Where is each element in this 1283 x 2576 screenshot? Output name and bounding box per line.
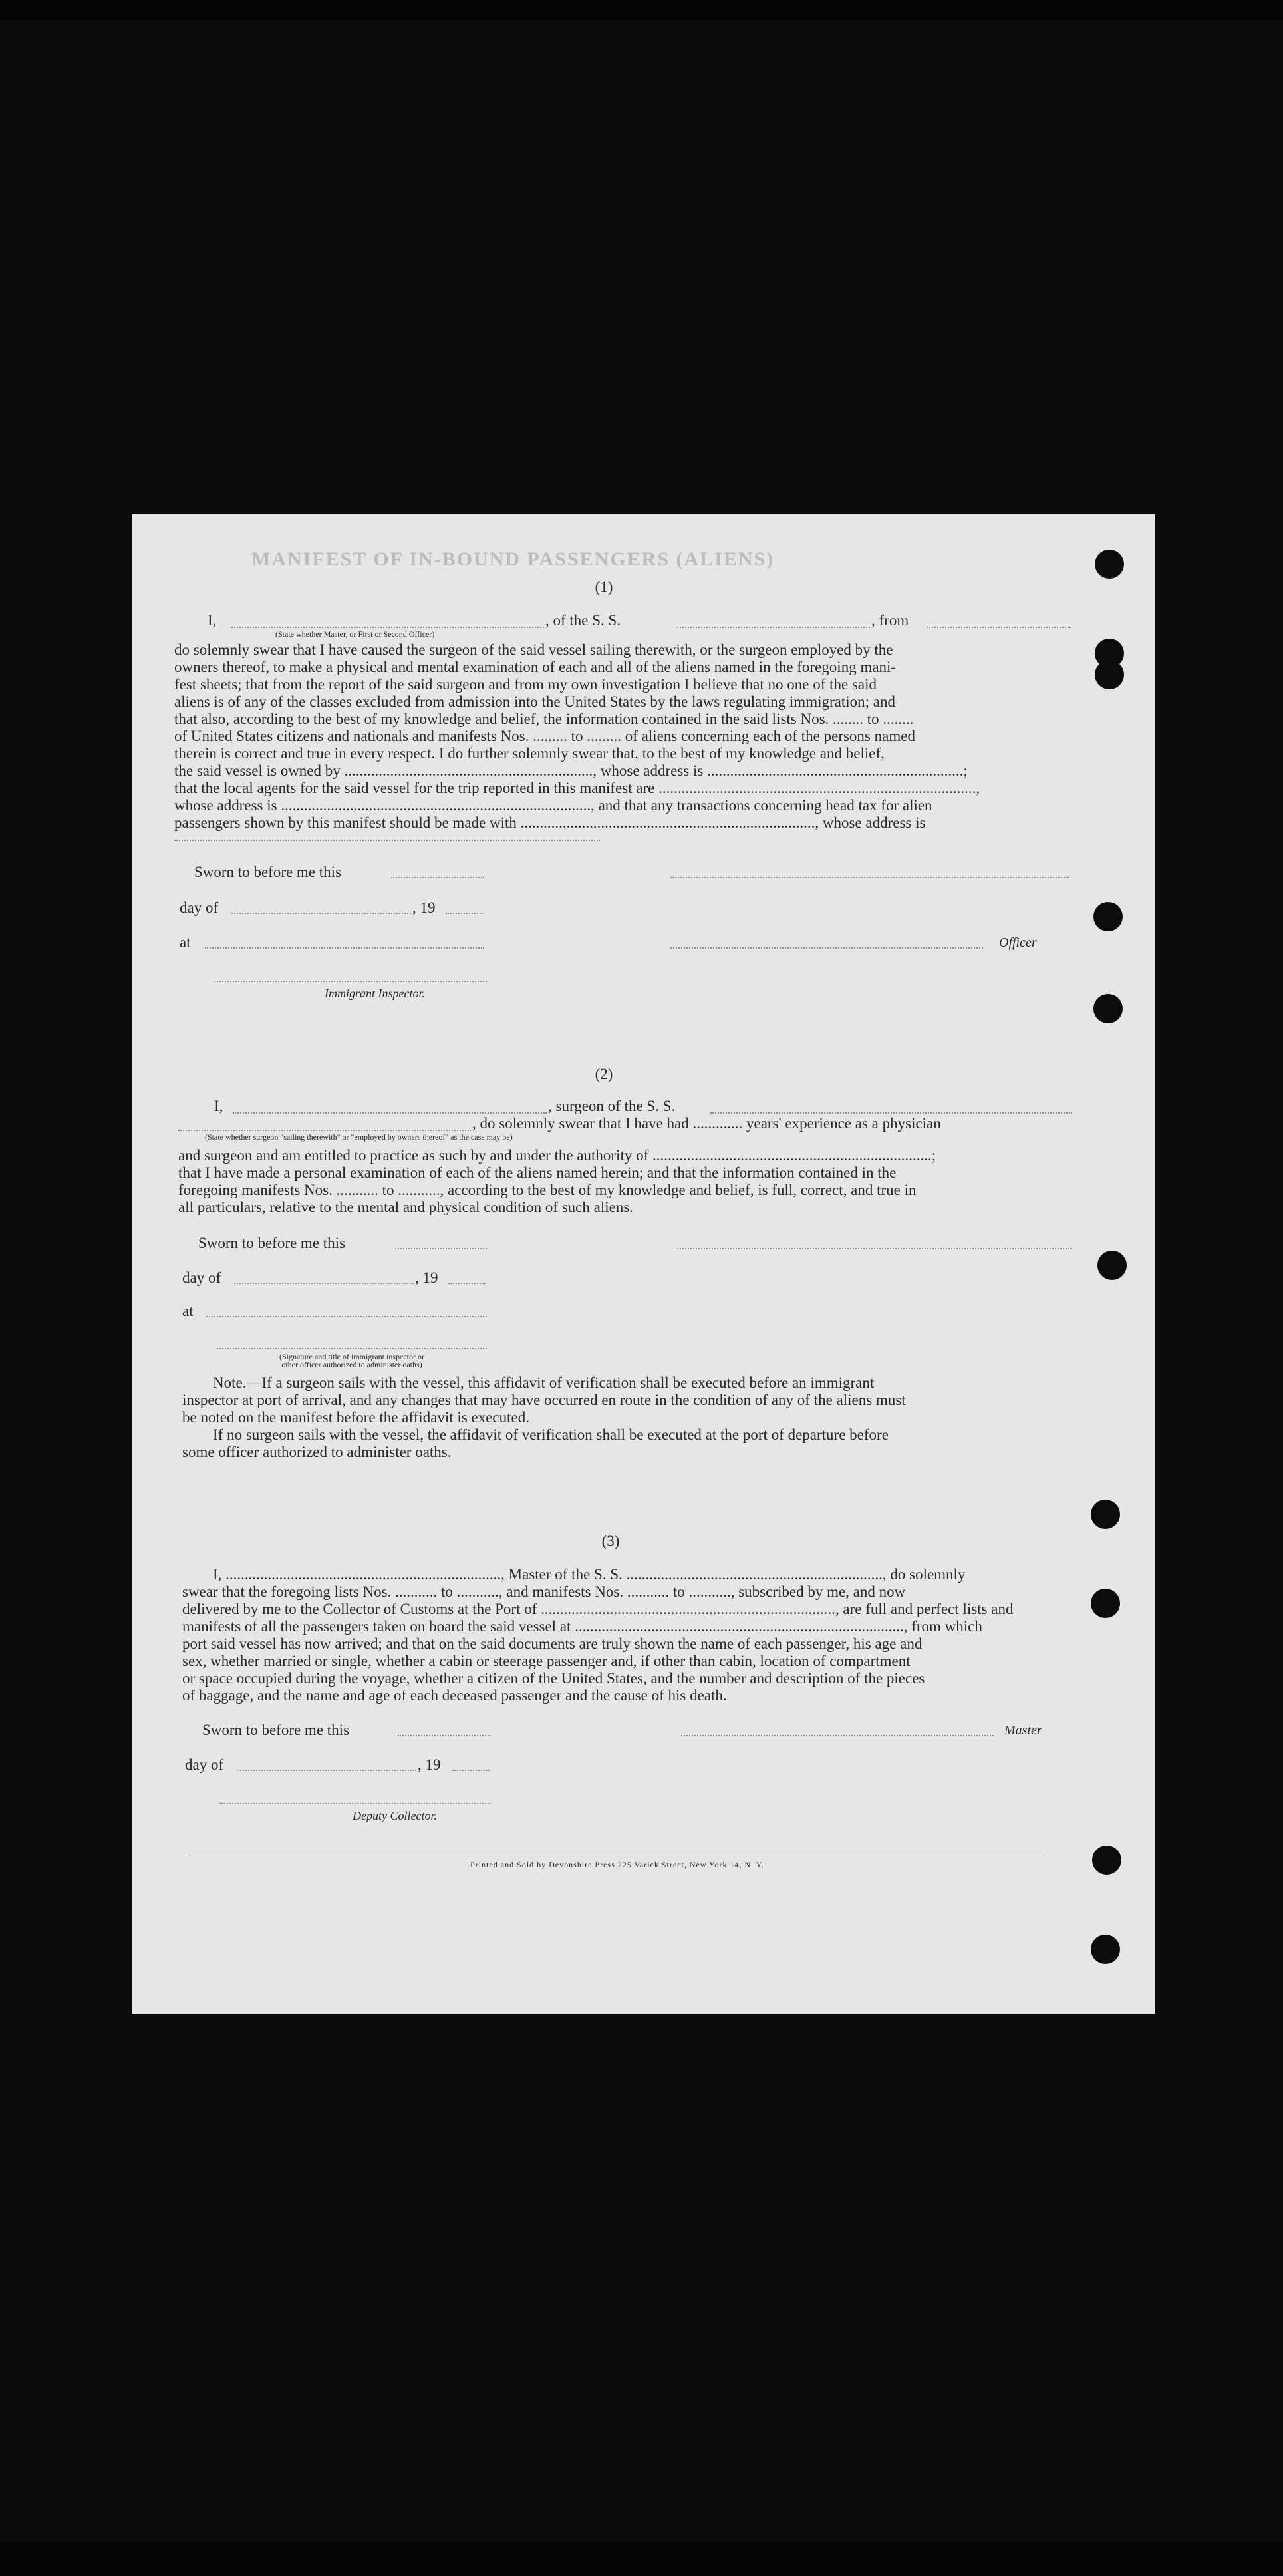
section-3-year: , 19 [418,1756,441,1773]
sworn-date-blank [395,1248,487,1249]
oath-line: manifests of all the passengers taken on board the said vessel at ......................................................................................, from which [182,1618,982,1635]
oath-line: the said vessel is owned by ................................................................., whose address is ...................................................................; [174,762,968,779]
note-line: some officer authorized to administer oaths. [182,1444,452,1460]
section-3-master: Master [1004,1723,1042,1738]
section-1-number: (1) [595,579,613,595]
oath-line: therein is correct and true in every respect. I do further solemnly swear that, to the best of my knowledge and belief, [174,745,885,762]
collector-signature-blank [219,1803,491,1804]
surgeon-status-blank [178,1130,471,1131]
punch-hole [1091,1935,1120,1964]
surgeon-vessel-blank [710,1112,1072,1114]
section-1-at: at [180,934,191,951]
oath-line: foregoing manifests Nos. ........... to ..........., according to the best of my knowledge and belief, is full, correct, and true in [178,1182,917,1198]
section-1-inspector: Immigrant Inspector. [325,987,425,1000]
note-line: inspector at port of arrival, and any changes that may have occurred en route in the condition of any of the aliens must [182,1392,906,1408]
note-line: If no surgeon sails with the vessel, the affidavit of verification shall be executed at the port of departure before [213,1426,889,1443]
oath-line: and surgeon and am entitled to practice as such by and under the authority of .........................................................................; [178,1147,936,1164]
year-blank [452,1770,490,1771]
section-1-year: , 19 [412,899,436,916]
section-1-of-ss: , of the S. S. [545,612,621,629]
section-2-number: (2) [595,1066,613,1082]
scan-top-band [0,0,1283,20]
section-3-day-of: day of [185,1756,224,1773]
printer-imprint: Printed and Sold by Devonshire Press 225 Varick Street, New York 14, N. Y. [470,1860,764,1869]
oath-line: of United States citizens and nationals and manifests Nos. ......... to ......... of aliens concerning each of the persons named [174,728,915,744]
scan-bottom-band [0,2541,1283,2576]
oath-line: whose address is ................................................................................., and that any transactions concerning head tax for alien [174,797,932,814]
oath-line: sex, whether married or single, whether a cabin or steerage passenger and, if other than cabin, location of compartment [182,1653,911,1669]
section-2-line-2: , do solemnly swear that I have had ............. years' experience as a physician [472,1115,941,1132]
vessel-name-blank [677,627,870,628]
oath-line: that also, according to the best of my knowledge and belief, the information contained in the said lists Nos. ........ to ........ [174,711,914,727]
section-3-collector: Deputy Collector. [353,1809,437,1822]
section-1-oath-paragraph [174,641,1072,832]
section-2-note [182,1374,1073,1461]
punch-hole [1091,1589,1120,1618]
oath-line: of baggage, and the name and age of each deceased passenger and the cause of his death. [182,1687,727,1704]
bleed-through-header: MANIFEST OF IN-BOUND PASSENGERS (ALIENS) [251,548,775,570]
master-name-blank [231,627,544,628]
month-blank [238,1770,416,1771]
section-3-sworn: Sworn to before me this [202,1722,350,1738]
section-1-from: , from [871,612,909,629]
sworn-date-blank [398,1735,491,1736]
officer-title-blank [670,947,983,949]
oath-line: all particulars, relative to the mental and physical condition of such aliens. [178,1199,634,1215]
oath-line: port said vessel has now arrived; and that on the said documents are truly shown the name of each passenger, his age and [182,1635,923,1652]
place-blank [205,947,484,949]
inspector-signature-blank [217,1348,487,1349]
month-blank [231,913,411,914]
year-blank [446,913,483,914]
note-line: Note.—If a surgeon sails with the vessel, this affidavit of verification shall be executed before an immigrant [213,1374,875,1391]
punch-hole [1095,550,1124,579]
manifest-page [132,514,1155,2014]
oath-line: that I have made a personal examination of each of the aliens named herein; and that the information contained in the [178,1164,897,1181]
section-1-day-of: day of [180,899,219,916]
section-2-sig-caption-2: other officer authorized to administer oaths) [281,1360,422,1369]
oath-line: fest sheets; that from the report of the said surgeon and from my own investigation I believe that no one of the said [174,676,877,693]
oath-line: passengers shown by this manifest should be made with ............................................................................., whose address is [174,814,926,831]
sworn-date-blank [391,877,484,878]
section-3-oath-paragraph [182,1566,1075,1704]
oath-line: do solemnly swear that I have caused the surgeon of the said vessel sailing therewith, or the surgeon employed by the [174,641,893,658]
section-2-at: at [182,1303,194,1319]
oath-line: swear that the foregoing lists Nos. ........... to ..........., and manifests Nos. ........... to ..........., subscribed by me, and now [182,1583,906,1600]
oath-line: or space occupied during the voyage, whether a citizen of the United States, and the number and description of the pieces [182,1670,925,1687]
section-1-line-i: I, [208,612,217,629]
month-blank [234,1283,414,1284]
section-2-day-of: day of [182,1269,221,1286]
place-blank [206,1316,487,1317]
section-2-oath-paragraph [178,1147,1073,1216]
section-1-sworn: Sworn to before me this [194,864,342,880]
oath-line: owners thereof, to make a physical and mental examination of each and all of the aliens named in the foregoing mani- [174,659,897,675]
punch-hole [1097,1251,1127,1280]
section-1-officer: Officer [999,935,1037,950]
punch-hole [1095,660,1124,689]
section-2-year: , 19 [415,1269,438,1286]
punch-hole [1093,994,1123,1023]
section-2-sig-caption-1: (Signature and title of immigrant inspector or [279,1352,424,1361]
officer-signature-blank [670,877,1069,878]
oath-line: that the local agents for the said vessel for the trip reported in this manifest are ..................................................................................., [174,780,980,796]
section-2-caption: (State whether surgeon "sailing therewith" or "employed by owners thereof" as the case may be) [205,1132,513,1142]
surgeon-signature-blank [677,1248,1072,1249]
inspector-signature-blank [214,981,487,982]
punch-hole [1091,1500,1120,1529]
section-2-sworn: Sworn to before me this [198,1235,346,1251]
punch-hole [1093,902,1123,931]
section-3-number: (3) [601,1533,620,1549]
oath-line: delivered by me to the Collector of Customs at the Port of ............................................................................., are full and perfect lists and [182,1601,1014,1617]
oath-line: I, ........................................................................, Master of the S. S. ..................................................................., do solemnly [213,1566,966,1583]
year-blank [448,1283,486,1284]
surgeon-name-blank [233,1112,547,1114]
port-from-blank [927,627,1071,628]
oath-line: aliens is of any of the classes excluded from admission into the United States by the laws regulating immigration; and [174,693,895,710]
section-2-surgeon-of: , surgeon of the S. S. [548,1098,676,1114]
master-signature-blank [681,1735,994,1736]
section-1-address-blank [174,840,600,841]
note-line: be noted on the manifest before the affidavit is executed. [182,1409,529,1426]
section-1-caption: (State whether Master, or First or Second Officer) [275,629,435,639]
section-2-line-i: I, [214,1098,223,1114]
